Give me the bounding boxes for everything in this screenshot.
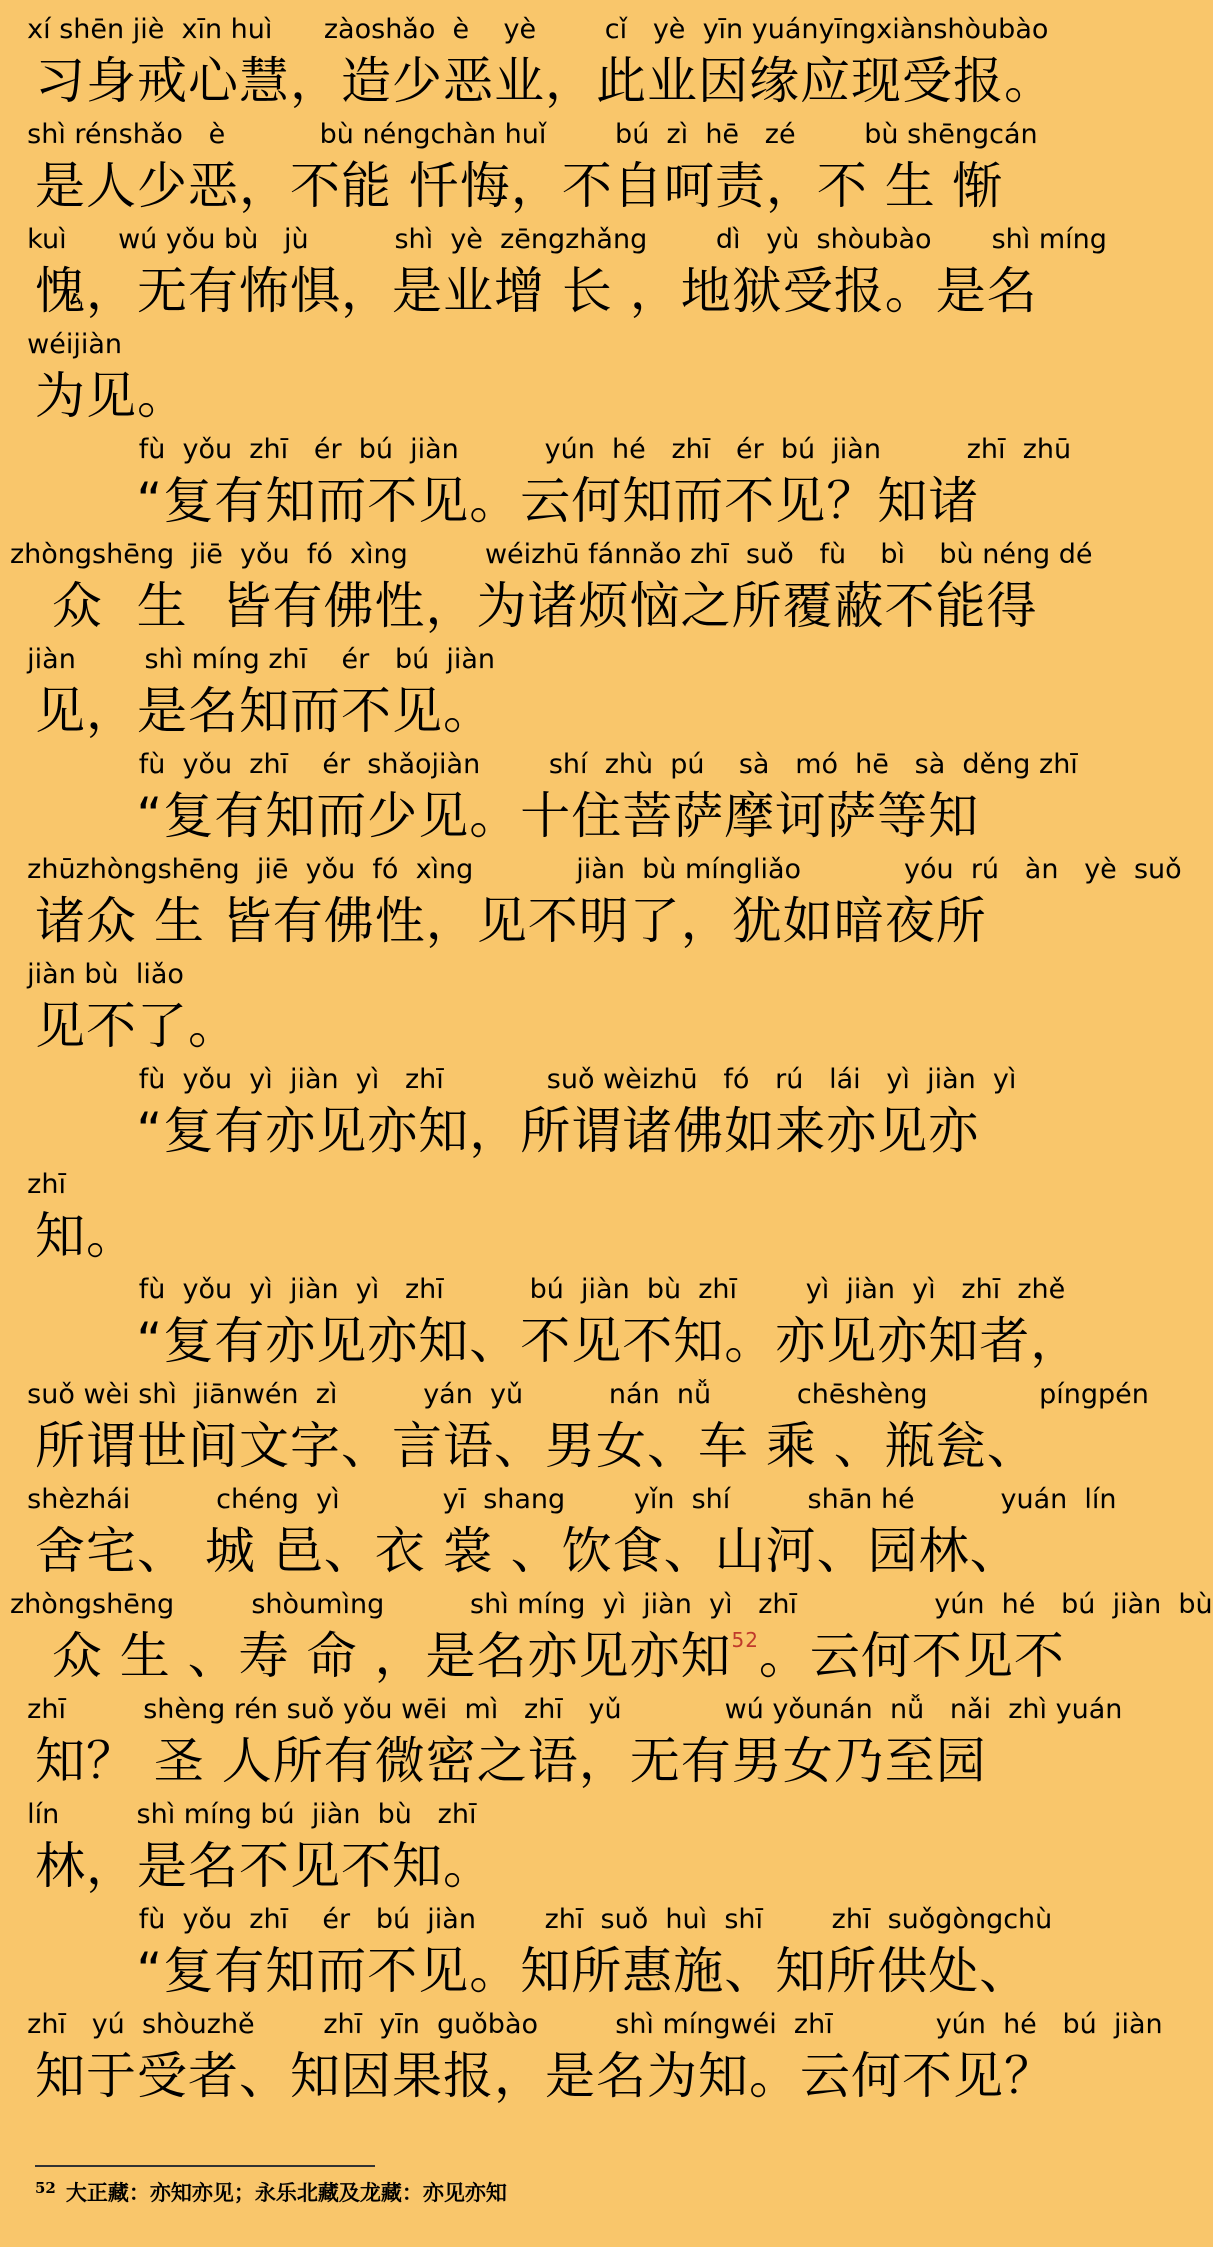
hanzi-text: “复有亦见亦知，所谓诸佛如来亦见亦 [35, 1102, 980, 1160]
pinyin-line: fù yǒu zhī ér bú jiàn zhī suǒ huì shī zhī suǒgòngchù [10, 1904, 1053, 1935]
hanzi-line [0, 1625, 1115, 1687]
hanzi-line [0, 1520, 1115, 1582]
hanzi-text: 林，是名不见不知。 [35, 1837, 494, 1895]
pinyin-line: fù yǒu yì jiàn yì zhī suǒ wèizhū fó rú lái yì jiàn yì [10, 1064, 1017, 1095]
pinyin-line: zhòngshēng jiē yǒu fó xìng wéizhū fánnǎo zhī suǒ fù bì bù néng dé [10, 539, 1093, 570]
pinyin-line: zhūzhòngshēng jiē yǒu fó xìng jiàn bù míngliǎo yóu rú àn yè suǒ [10, 854, 1182, 885]
hanzi-text: 是人少恶，不能 忏悔，不自呵责，不 生 惭 [35, 157, 1004, 215]
hanzi-line [0, 680, 1115, 742]
hanzi-text: 习身戒心慧，造少恶业，此业因缘应现受报。 [35, 52, 1055, 110]
pinyin-line: suǒ wèi shì jiānwén zì yán yǔ nán nǚ chēshèng píngpén [10, 1379, 1149, 1410]
hanzi-text: “复有知而不见。云何知而不见？知诸 [35, 472, 980, 530]
hanzi-text: 知？ 圣 人所有微密之语，无有男女乃至园 [35, 1732, 987, 1790]
pinyin-line: shì rénshǎo è bù néngchàn huǐ bú zì hē zé bù shēngcán [10, 119, 1038, 150]
hanzi-text: 愧，无有怖惧，是业增 长 ，地狱受报。是名 [35, 262, 1038, 320]
hanzi-line [0, 1310, 1115, 1372]
pinyin-line: zhī [10, 1169, 66, 1200]
pinyin-line: zhòngshēng shòumìng shì míng yì jiàn yì zhī yún hé bú jiàn bù [10, 1589, 1213, 1620]
hanzi-text: 为见。 [35, 367, 188, 425]
pinyin-line: fù yǒu zhī ér bú jiàn yún hé zhī ér bú jiàn zhī zhū [10, 434, 1072, 465]
hanzi-text: 知于受者、知因果报，是名为知。云何不见？ [35, 2047, 1055, 2105]
hanzi-text: 诸众 生 皆有佛性，见不明了，犹如暗夜所 [35, 892, 987, 950]
hanzi-text: “复有知而不见。知所惠施、知所供处、 [35, 1942, 1031, 2000]
hanzi-line [0, 890, 1115, 952]
footnote-reference: 52 [731, 1628, 759, 1652]
hanzi-text: 众 生 、寿 命 ，是名亦见亦知 [35, 1627, 732, 1685]
hanzi-line [0, 785, 1115, 847]
hanzi-text-continued: 。云何不见不 [758, 1627, 1065, 1685]
hanzi-text: “复有知而少见。十住菩萨摩诃萨等知 [35, 787, 980, 845]
footnote-number: 52 [35, 2179, 56, 2197]
pinyin-line: jiàn shì míng zhī ér bú jiàn [10, 644, 496, 675]
pinyin-line: wéijiàn [10, 329, 123, 360]
hanzi-text: 舍宅、 城 邑、衣 裳 、饮食、山河、园林、 [35, 1522, 1021, 1580]
hanzi-line [0, 2045, 1115, 2107]
hanzi-text: 知。 [35, 1207, 137, 1265]
hanzi-line [0, 575, 1115, 637]
footnote-divider [35, 2165, 375, 2167]
hanzi-text: 见，是名知而不见。 [35, 682, 494, 740]
pinyin-line: fù yǒu zhī ér shǎojiàn shí zhù pú sà mó hē sà děng zhī [10, 749, 1078, 780]
hanzi-line [0, 1835, 1115, 1897]
hanzi-line [0, 470, 1115, 532]
pinyin-line: shèzhái chéng yì yī shang yǐn shí shān hé yuán lín [10, 1484, 1117, 1515]
pinyin-line: lín shì míng bú jiàn bù zhī [10, 1799, 477, 1830]
footnote [35, 2177, 507, 2207]
pinyin-line: jiàn bù liǎo [10, 959, 184, 990]
hanzi-line [0, 1415, 1115, 1477]
hanzi-line [0, 50, 1115, 112]
footnote-text: 大正藏：亦知亦见；永乐北藏及龙藏：亦见亦知 [65, 2180, 507, 2205]
pinyin-line: fù yǒu yì jiàn yì zhī bú jiàn bù zhī yì jiàn yì zhī zhě [10, 1274, 1066, 1305]
pinyin-line: kuì wú yǒu bù jù shì yè zēngzhǎng dì yù shòubào shì míng [10, 224, 1107, 255]
hanzi-text: 见不了。 [35, 997, 239, 1055]
hanzi-line [0, 1940, 1115, 2002]
hanzi-text: “复有亦见亦知、不见不知。亦见亦知者， [35, 1312, 1082, 1370]
hanzi-line [0, 260, 1115, 322]
hanzi-line [0, 1205, 1115, 1267]
pinyin-line: zhī shèng rén suǒ yǒu wēi mì zhī yǔ wú yǒunán nǚ nǎi zhì yuán [10, 1694, 1123, 1725]
hanzi-line [0, 1730, 1115, 1792]
hanzi-line [0, 1100, 1115, 1162]
hanzi-text: 所谓世间文字、言语、男女、车 乘 、瓶瓮、 [35, 1417, 1038, 1475]
pinyin-line: zhī yú shòuzhě zhī yīn guǒbào shì míngwéi zhī yún hé bú jiàn [10, 2009, 1163, 2040]
pinyin-line: xí shēn jiè xīn huì zàoshǎo è yè cǐ yè yīn yuányīngxiànshòubào [10, 14, 1049, 45]
hanzi-line [0, 995, 1115, 1057]
hanzi-line [0, 365, 1115, 427]
hanzi-text: 众 生 皆有佛性，为诸烦恼之所覆蔽不能得 [35, 577, 1038, 635]
hanzi-line [0, 155, 1115, 217]
